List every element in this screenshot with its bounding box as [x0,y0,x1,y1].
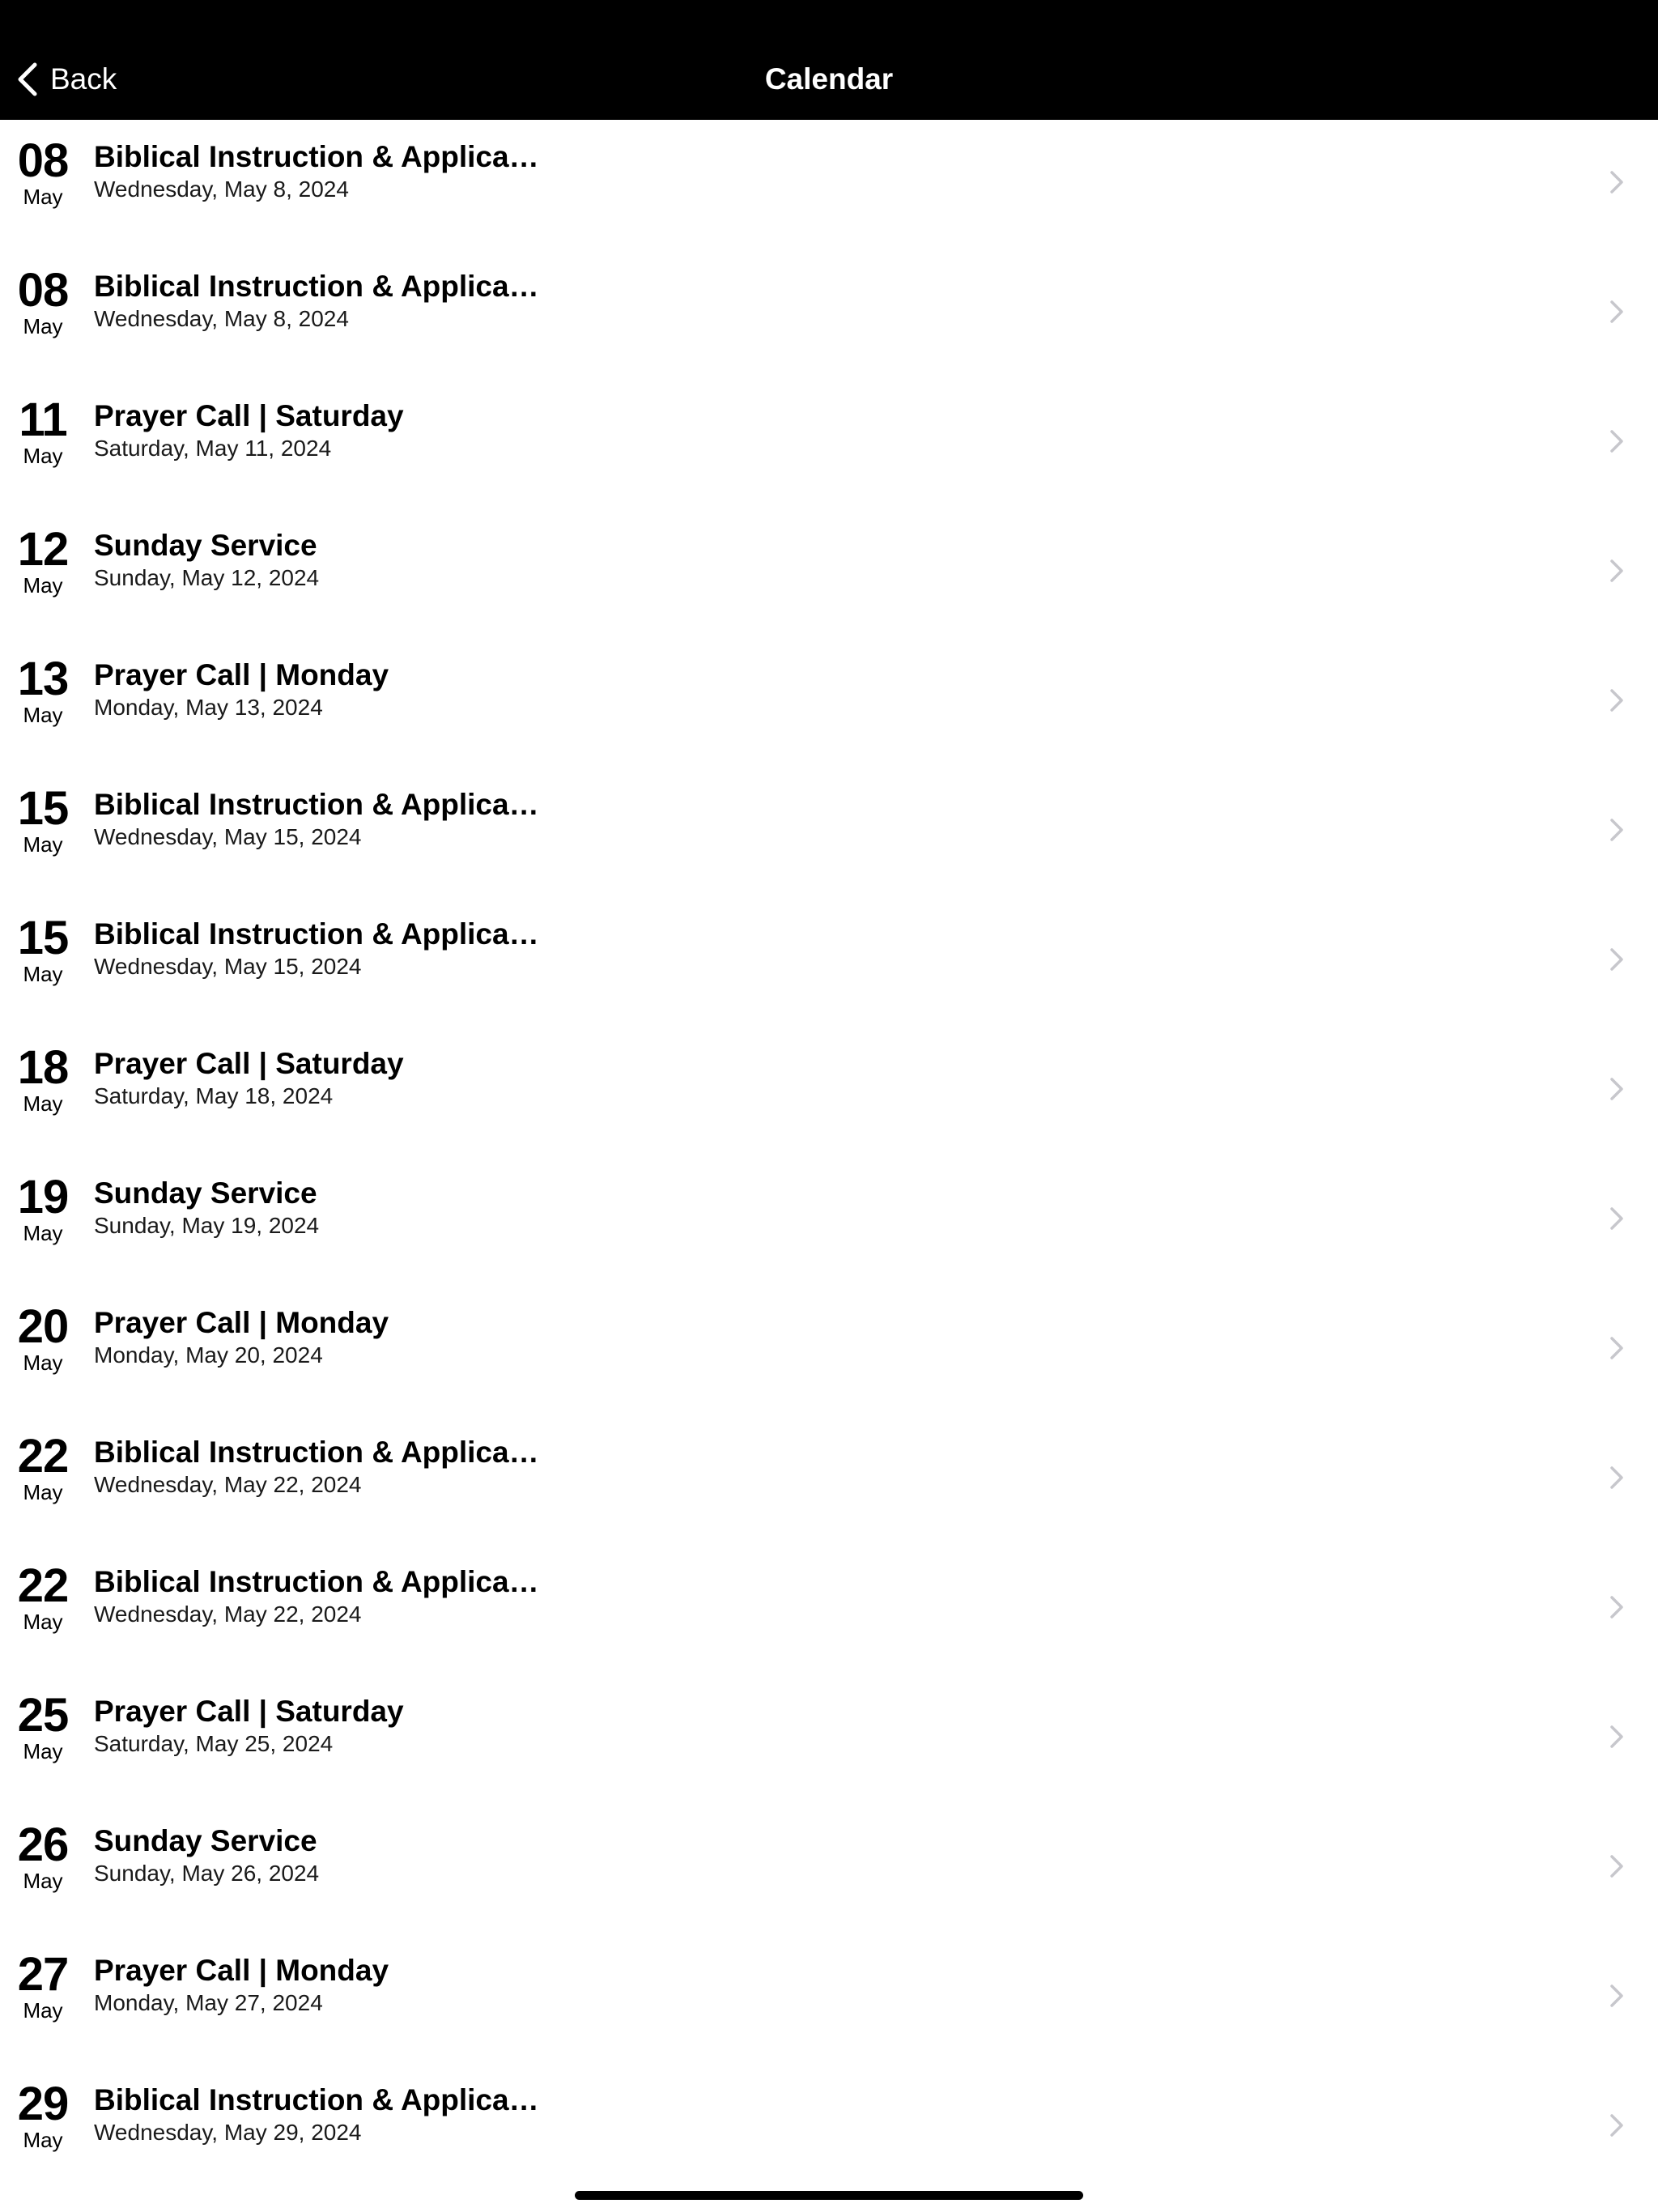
event-text [94,528,1470,593]
event-day: 25 [17,1689,69,1742]
event-date: Monday, May 27, 2024 [94,1990,323,2015]
event-text [94,398,1470,463]
date-badge [0,1302,86,1376]
event-month: May [23,962,63,986]
chevron-right-icon [1609,170,1624,194]
event-day: 08 [17,264,69,317]
event-text [94,1305,1470,1370]
list-item[interactable] [0,379,1658,508]
event-date: Wednesday, May 29, 2024 [94,2120,362,2145]
event-text [94,1435,1470,1499]
event-title: Biblical Instruction & Applica… [94,917,539,951]
event-month: May [23,1739,63,1763]
event-date: Wednesday, May 8, 2024 [94,306,349,331]
chevron-right-icon [1609,2113,1624,2138]
date-badge [0,784,86,858]
event-month: May [23,703,63,727]
chevron-right-icon [1609,1595,1624,1619]
list-item[interactable] [0,897,1658,1027]
event-date: Saturday, May 18, 2024 [94,1083,334,1108]
list-item[interactable] [0,768,1658,897]
event-day: 27 [17,1948,69,2001]
event-day: 15 [17,912,69,964]
date-badge [0,266,86,340]
list-item[interactable] [0,1674,1658,1804]
list-item[interactable] [0,1415,1658,1545]
date-badge [0,1043,86,1117]
event-month: May [23,832,63,857]
event-title: Prayer Call | Saturday [94,399,404,432]
list-item[interactable] [0,508,1658,638]
chevron-right-icon [1609,1077,1624,1101]
event-date: Sunday, May 19, 2024 [94,1213,320,1238]
date-badge [0,525,86,599]
event-month: May [23,314,63,338]
list-item[interactable] [0,1156,1658,1286]
date-badge [0,1691,86,1765]
event-text [94,139,1470,204]
event-title: Biblical Instruction & Applica… [94,2083,539,2116]
chevron-right-icon [1609,1336,1624,1360]
event-month: May [23,2128,63,2152]
event-month: May [23,1221,63,1245]
back-label: Back [50,62,117,96]
event-day: 13 [17,653,69,705]
event-month: May [23,1998,63,2023]
list-item[interactable] [0,638,1658,768]
event-title: Sunday Service [94,1176,317,1210]
event-day: 29 [17,2078,69,2130]
event-day: 20 [17,1300,69,1353]
event-text [94,787,1470,852]
chevron-right-icon [1609,1206,1624,1231]
event-text [94,657,1470,722]
event-text [94,1046,1470,1111]
chevron-right-icon [1609,300,1624,324]
event-title: Prayer Call | Monday [94,1306,389,1339]
event-date: Monday, May 20, 2024 [94,1342,323,1368]
event-title: Prayer Call | Saturday [94,1047,404,1080]
date-badge [0,395,86,470]
chevron-right-icon [1609,947,1624,972]
event-day: 18 [17,1041,69,1094]
date-badge [0,654,86,729]
event-title: Biblical Instruction & Applica… [94,1565,539,1598]
event-day: 08 [17,134,69,187]
date-badge [0,1172,86,1247]
chevron-right-icon [1609,818,1624,842]
date-badge [0,1950,86,2024]
list-item[interactable] [0,1027,1658,1156]
event-month: May [23,573,63,598]
event-date: Sunday, May 12, 2024 [94,565,320,590]
date-badge [0,1820,86,1895]
event-date: Saturday, May 11, 2024 [94,436,332,461]
event-day: 26 [17,1819,69,1871]
list-item[interactable] [0,1933,1658,2063]
page-title: Calendar [764,62,894,96]
event-text [94,917,1470,981]
chevron-right-icon [1609,1465,1624,1490]
event-title: Sunday Service [94,529,317,562]
event-date: Wednesday, May 15, 2024 [94,824,362,849]
event-text [94,2082,1470,2147]
event-title: Biblical Instruction & Applica… [94,140,539,173]
event-date: Saturday, May 25, 2024 [94,1731,334,1756]
home-indicator[interactable] [575,2191,1083,2200]
event-date: Wednesday, May 8, 2024 [94,177,349,202]
event-month: May [23,1091,63,1116]
event-text [94,269,1470,334]
event-day: 22 [17,1559,69,1612]
event-day: 15 [17,782,69,835]
event-text [94,1176,1470,1240]
event-text [94,1823,1470,1888]
event-month: May [23,1480,63,1504]
date-badge [0,1561,86,1636]
event-month: May [23,1351,63,1375]
event-day: 11 [19,393,67,446]
event-text [94,1953,1470,2018]
event-date: Wednesday, May 15, 2024 [94,954,362,979]
event-month: May [23,444,63,468]
chevron-right-icon [1609,688,1624,713]
event-day: 12 [17,523,69,576]
event-title: Biblical Instruction & Applica… [94,270,539,303]
list-item[interactable] [0,1286,1658,1415]
event-title: Biblical Instruction & Applica… [94,1436,539,1469]
event-month: May [23,185,63,209]
date-badge [0,136,86,211]
event-list [0,120,1658,2193]
list-item[interactable] [0,1545,1658,1674]
event-date: Wednesday, May 22, 2024 [94,1472,362,1497]
event-text [94,1564,1470,1629]
list-item[interactable] [0,1804,1658,1933]
date-badge [0,913,86,988]
event-title: Prayer Call | Monday [94,1954,389,1987]
event-date: Monday, May 13, 2024 [94,695,323,720]
event-title: Prayer Call | Saturday [94,1695,404,1728]
event-date: Sunday, May 26, 2024 [94,1861,320,1886]
list-item[interactable] [0,2063,1658,2193]
list-item[interactable] [0,120,1658,249]
list-item[interactable] [0,249,1658,379]
event-month: May [23,1610,63,1634]
event-title: Biblical Instruction & Applica… [94,788,539,821]
chevron-right-icon [1609,1725,1624,1749]
event-day: 22 [17,1430,69,1482]
event-title: Prayer Call | Monday [94,658,389,691]
event-day: 19 [17,1171,69,1223]
chevron-right-icon [1609,1854,1624,1878]
date-badge [0,2079,86,2154]
chevron-right-icon [1609,559,1624,583]
event-month: May [23,1869,63,1893]
event-text [94,1694,1470,1759]
event-title: Sunday Service [94,1824,317,1857]
chevron-right-icon [1609,429,1624,453]
event-date: Wednesday, May 22, 2024 [94,1602,362,1627]
navigation-bar [0,0,1658,120]
chevron-right-icon [1609,1984,1624,2008]
date-badge [0,1431,86,1506]
